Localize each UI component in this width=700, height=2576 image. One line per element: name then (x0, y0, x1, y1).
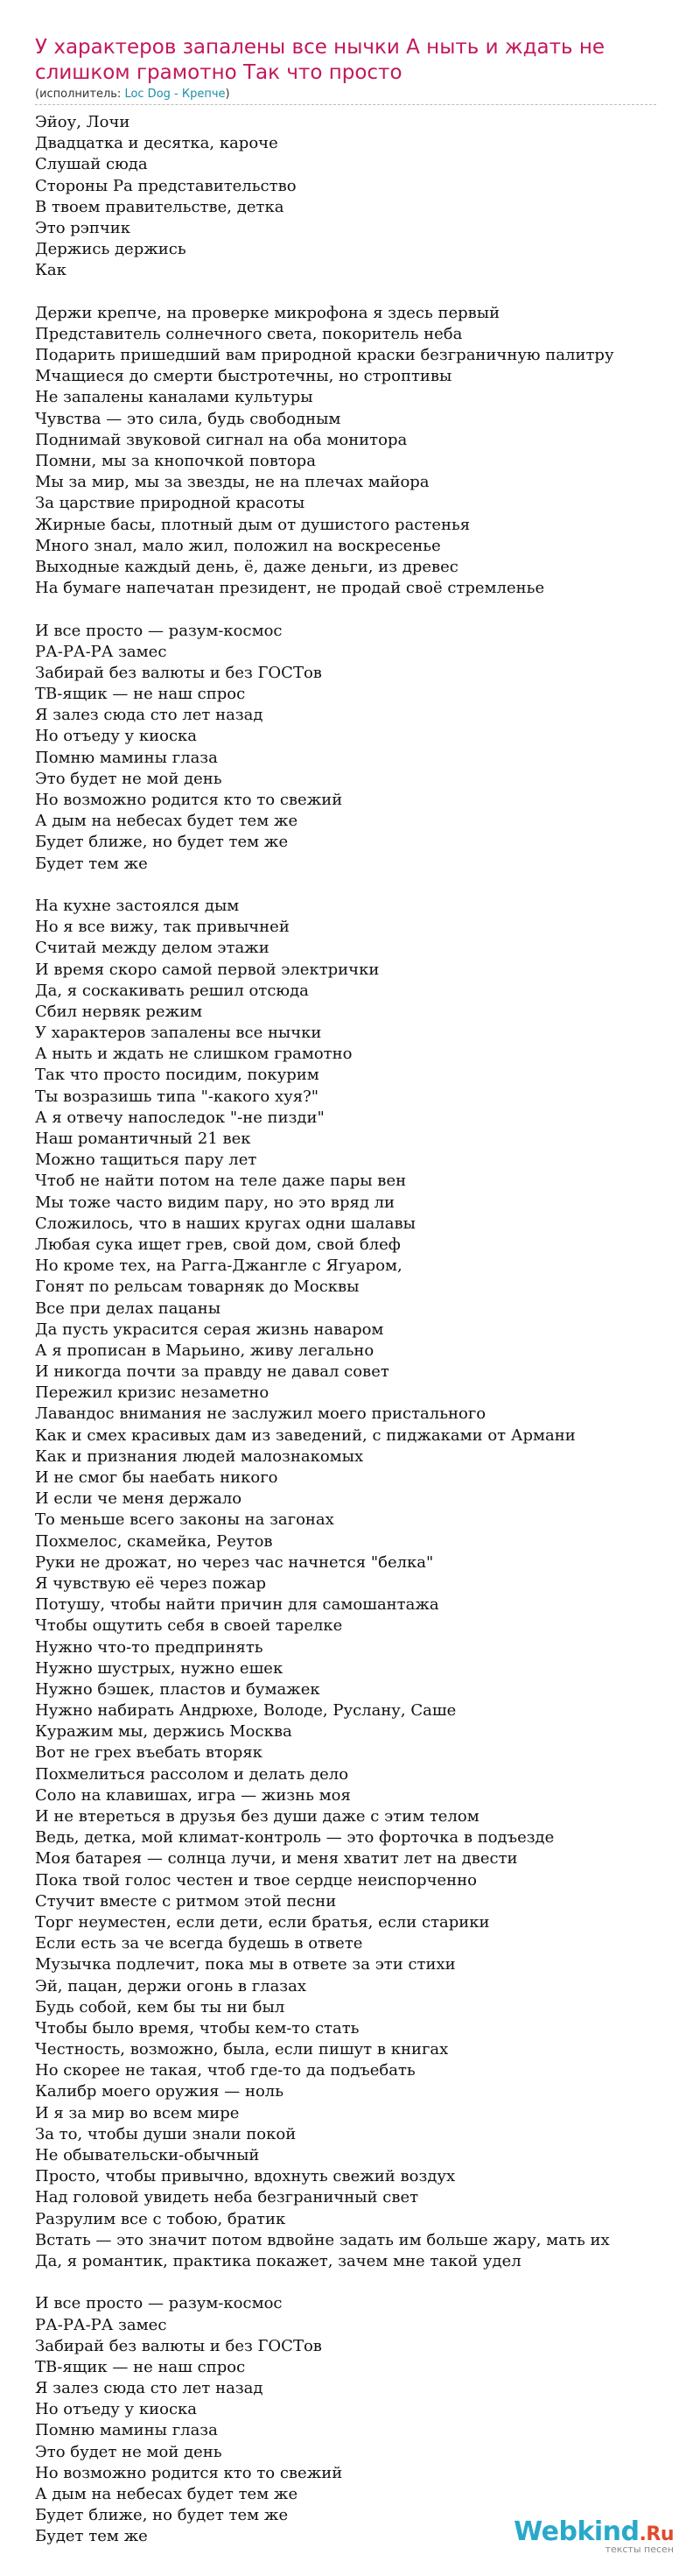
lyric-line: У характеров запалены все нычки (35, 1024, 322, 1043)
lyric-line: Любая сука ищет грев, свой дом, свой блеф (35, 1235, 401, 1254)
lyric-line: Не запалены каналами культуры (35, 388, 313, 407)
lyric-line: И все просто — разум-космос (35, 2294, 283, 2313)
lyric-line: Куражим мы, держись Москва (35, 1722, 292, 1742)
lyric-line: Если есть за че всегда будешь в ответе (35, 1934, 363, 1953)
lyric-line: Мчащиеся до смерти быстротечны, но строптивы (35, 367, 452, 386)
lyric-line: Чтобы было время, чтобы кем-то стать (35, 2018, 360, 2038)
lyric-line: Но отъеду у киоска (35, 2400, 198, 2419)
lyric-line: Стороны Ра представительство (35, 176, 297, 195)
lyric-line: Но кроме тех, на Рагга-Джангле с Ягуаром, (35, 1256, 402, 1276)
lyric-line: Торг неуместен, если дети, если братья, если старики (35, 1912, 490, 1932)
lyric-line: И я за мир во всем мире (35, 2103, 240, 2122)
lyric-line: Держи крепче, на проверке микрофона я здесь первый (35, 303, 500, 322)
lyric-line: Музычка подлечит, пока мы в ответе за эти стихи (35, 1955, 456, 1974)
lyric-line: Гонят по рельсам товарняк до Москвы (35, 1277, 360, 1297)
stanza-break (35, 599, 674, 620)
lyric-line: Как и признания людей малознакомых (35, 1446, 364, 1466)
stanza-break (35, 282, 674, 303)
lyric-line: Но скорее не такая, чтоб где-то да подъебать (35, 2061, 416, 2080)
lyric-line: Подарить пришедший вам природной краски безграничную палитру (35, 346, 614, 365)
lyric-line: Считай между делом этажи (35, 939, 270, 958)
lyric-line: Забирай без валюты и без ГОСТов (35, 663, 322, 682)
lyric-line: Но отъеду у киоска (35, 727, 198, 746)
lyric-line: Держись держись (35, 240, 186, 259)
lyric-line: Эй, пацан, держи огонь в глазах (35, 1976, 306, 1995)
lyric-line: За царствие природной красоты (35, 494, 305, 513)
lyric-line: Будет ближе, но будет тем же (35, 833, 289, 852)
lyric-line: Мы тоже часто видим пару, но это вряд ли (35, 1193, 396, 1212)
lyric-line: Наш романтичный 21 век (35, 1130, 251, 1148)
logo-brand (514, 2516, 674, 2547)
lyric-line: Как и смех красивых дам из заведений, с пиджаками от Армани (35, 1425, 576, 1445)
lyrics-body (35, 112, 674, 2548)
logo-brand-name: Webkind (514, 2516, 640, 2547)
lyric-line: Не обывательски-обычный (35, 2146, 260, 2164)
lyric-line: Чувства — это сила, будь свободным (35, 409, 341, 428)
lyric-line: И не смог бы наебать никого (35, 1468, 278, 1487)
lyric-line: Пережил кризис незаметно (35, 1383, 270, 1403)
stanza-break (35, 875, 674, 896)
lyric-line: Помню мамины глаза (35, 748, 218, 767)
lyric-line: А я прописан в Марьино, живу легально (35, 1341, 374, 1360)
lyric-line: Это рэпчик (35, 218, 131, 237)
lyric-line: Так что просто посидим, покурим (35, 1066, 319, 1085)
lyric-line: Я чувствую её через пожар (35, 1573, 266, 1593)
lyric-line: Я залез сюда сто лет назад (35, 706, 263, 725)
lyric-line: Будет тем же (35, 854, 148, 873)
lyric-line: Соло на клавишах, игра — жизнь моя (35, 1785, 351, 1805)
lyric-line: Вот не грех въебать вторяк (35, 1743, 262, 1763)
lyric-line: А ныть и ждать не слишком грамотно (35, 1045, 353, 1064)
lyric-line: Сложилось, что в наших кругах одни шалавы (35, 1214, 416, 1233)
lyric-line: И если че меня держало (35, 1489, 242, 1509)
lyric-line: Я залез сюда сто лет назад (35, 2379, 263, 2398)
lyric-line: Похмелос, скамейка, Реутов (35, 1531, 273, 1551)
artist-link[interactable]: Loc Dog - Крепче (124, 88, 226, 101)
lyric-line: ТВ-ящик — не наш спрос (35, 2357, 246, 2376)
stanza-break (35, 2272, 674, 2293)
lyric-line: Но возможно родится кто то свежий (35, 2463, 343, 2482)
lyric-line: Чтобы ощутить себя в своей тарелке (35, 1616, 343, 1636)
lyric-line: Выходные каждый день, ё, даже деньги, из древес (35, 557, 458, 576)
lyric-line: Эйоу, Лочи (35, 113, 130, 131)
lyric-line: Лавандос внимания не заслужил моего пристального (35, 1404, 486, 1424)
lyric-line: На кухне застоялся дым (35, 896, 240, 915)
lyric-line: На бумаге напечатан президент, не продай своё стремленье (35, 579, 545, 598)
lyric-line: То меньше всего законы на загонах (35, 1510, 334, 1530)
lyric-line: Разрулим все с тобою, братик (35, 2209, 286, 2228)
lyric-line: Нужно бэшек, пластов и бумажек (35, 1679, 320, 1699)
lyric-line: Поднимай звуковой сигнал на оба монитора (35, 430, 408, 449)
lyric-line: Можно тащиться пару лет (35, 1151, 257, 1170)
lyric-line: Представитель солнечного света, покоритель неба (35, 324, 463, 343)
logo-tagline: тексты песен (605, 2544, 674, 2555)
lyric-line: И время скоро самой первой электрички (35, 960, 380, 979)
lyric-line: А дым на небесах будет тем же (35, 812, 298, 831)
lyric-line: Моя батарея — солнца лучи, и меня хватит лет на двести (35, 1849, 518, 1869)
lyric-line: Будь собой, кем бы ты ни был (35, 1997, 285, 2016)
lyric-line: А я отвечу напоследок "-не пизди" (35, 1108, 325, 1127)
lyric-line: Двадцатка и десятка, кароче (35, 134, 278, 153)
lyric-line: РА-РА-РА замес (35, 2315, 167, 2334)
lyric-line: Да, я соскакивать решил отсюда (35, 981, 309, 1000)
lyric-line: Сбил нервяк режим (35, 1002, 203, 1021)
lyric-line: Встать — это значит потом вдвойне задать им больше жару, мать их (35, 2230, 610, 2249)
lyric-line: Над головой увидеть неба безграничный свет (35, 2188, 419, 2207)
lyric-line: Помню мамины глаза (35, 2421, 218, 2440)
lyric-line: Нужно шустрых, нужно ешек (35, 1658, 284, 1678)
lyrics-page (35, 35, 674, 2548)
lyric-line: Но возможно родится кто то свежий (35, 791, 343, 809)
lyric-line: И никогда почти за правду не давал совет (35, 1362, 389, 1382)
lyric-line: Все при делах пацаны (35, 1299, 221, 1318)
lyric-line: Похмелиться рассолом и делать дело (35, 1764, 349, 1784)
lyric-line: Калибр моего оружия — ноль (35, 2082, 284, 2101)
lyric-line: Стучит вместе с ритмом этой песни (35, 1891, 337, 1911)
lyric-line: Это будет не мой день (35, 769, 222, 788)
meta-suffix: ) (225, 88, 230, 101)
artist-meta (35, 88, 656, 105)
lyric-line: Руки не дрожат, но через час начнется "белка" (35, 1552, 434, 1572)
lyric-line: Нужно набирать Андрюхе, Володе, Руслану, Саше (35, 1701, 457, 1721)
lyric-line: В твоем правительстве, детка (35, 197, 284, 216)
lyric-line: Слушай сюда (35, 155, 148, 174)
lyric-line: Много знал, мало жил, положил на воскресенье (35, 536, 441, 555)
lyric-line: Помни, мы за кнопочкой повтора (35, 452, 316, 470)
lyric-line: И все просто — разум-космос (35, 621, 283, 640)
lyric-line: Ведь, детка, мой климат-контроль — это форточка в подъезде (35, 1828, 555, 1848)
site-logo[interactable] (514, 2516, 674, 2555)
lyric-line: За то, чтобы души знали покой (35, 2124, 297, 2143)
lyric-line: ТВ-ящик — не наш спрос (35, 685, 246, 704)
lyric-line: Мы за мир, мы за звезды, не на плечах майора (35, 473, 430, 492)
lyric-line: Будет ближе, но будет тем же (35, 2506, 289, 2525)
meta-prefix: (исполнитель: (35, 88, 125, 101)
lyric-line: Да, я романтик, практика покажет, зачем мне такой удел (35, 2251, 522, 2270)
page-title: У характеров запалены все нычки А ныть и ждать не слишком грамотно Так что просто (35, 36, 606, 84)
lyric-line: РА-РА-РА замес (35, 642, 167, 661)
lyric-line: Чтоб не найти потом на теле даже пары вен (35, 1172, 407, 1191)
lyric-line: Честность, возможно, была, если пишут в книгах (35, 2040, 449, 2059)
lyric-line: Просто, чтобы привычно, вдохнуть свежий воздух (35, 2167, 456, 2186)
lyric-line: А дым на небесах будет тем же (35, 2485, 298, 2503)
lyric-line: Это будет не мой день (35, 2442, 222, 2461)
lyric-line: Нужно что-то предпринять (35, 1637, 263, 1657)
lyric-line: Будет тем же (35, 2527, 148, 2546)
lyric-line: Ты возразишь типа "-какого хуя?" (35, 1087, 319, 1106)
lyric-line: Да пусть украсится серая жизнь наваром (35, 1320, 384, 1339)
lyric-line: Забирай без валюты и без ГОСТов (35, 2336, 322, 2355)
lyric-line: Пока твой голос честен и твое сердце неиспорченно (35, 1870, 477, 1890)
lyric-line: И не втереться в друзья без души даже с этим телом (35, 1807, 480, 1826)
lyric-line: Но я все вижу, так привычней (35, 918, 290, 937)
lyric-line: Жирные басы, плотный дым от душистого растенья (35, 515, 471, 534)
logo-brand-tld: .Ru (639, 2523, 674, 2545)
lyric-line: Как (35, 261, 66, 280)
lyric-line: Потушу, чтобы найти причин для самошантажа (35, 1595, 439, 1615)
